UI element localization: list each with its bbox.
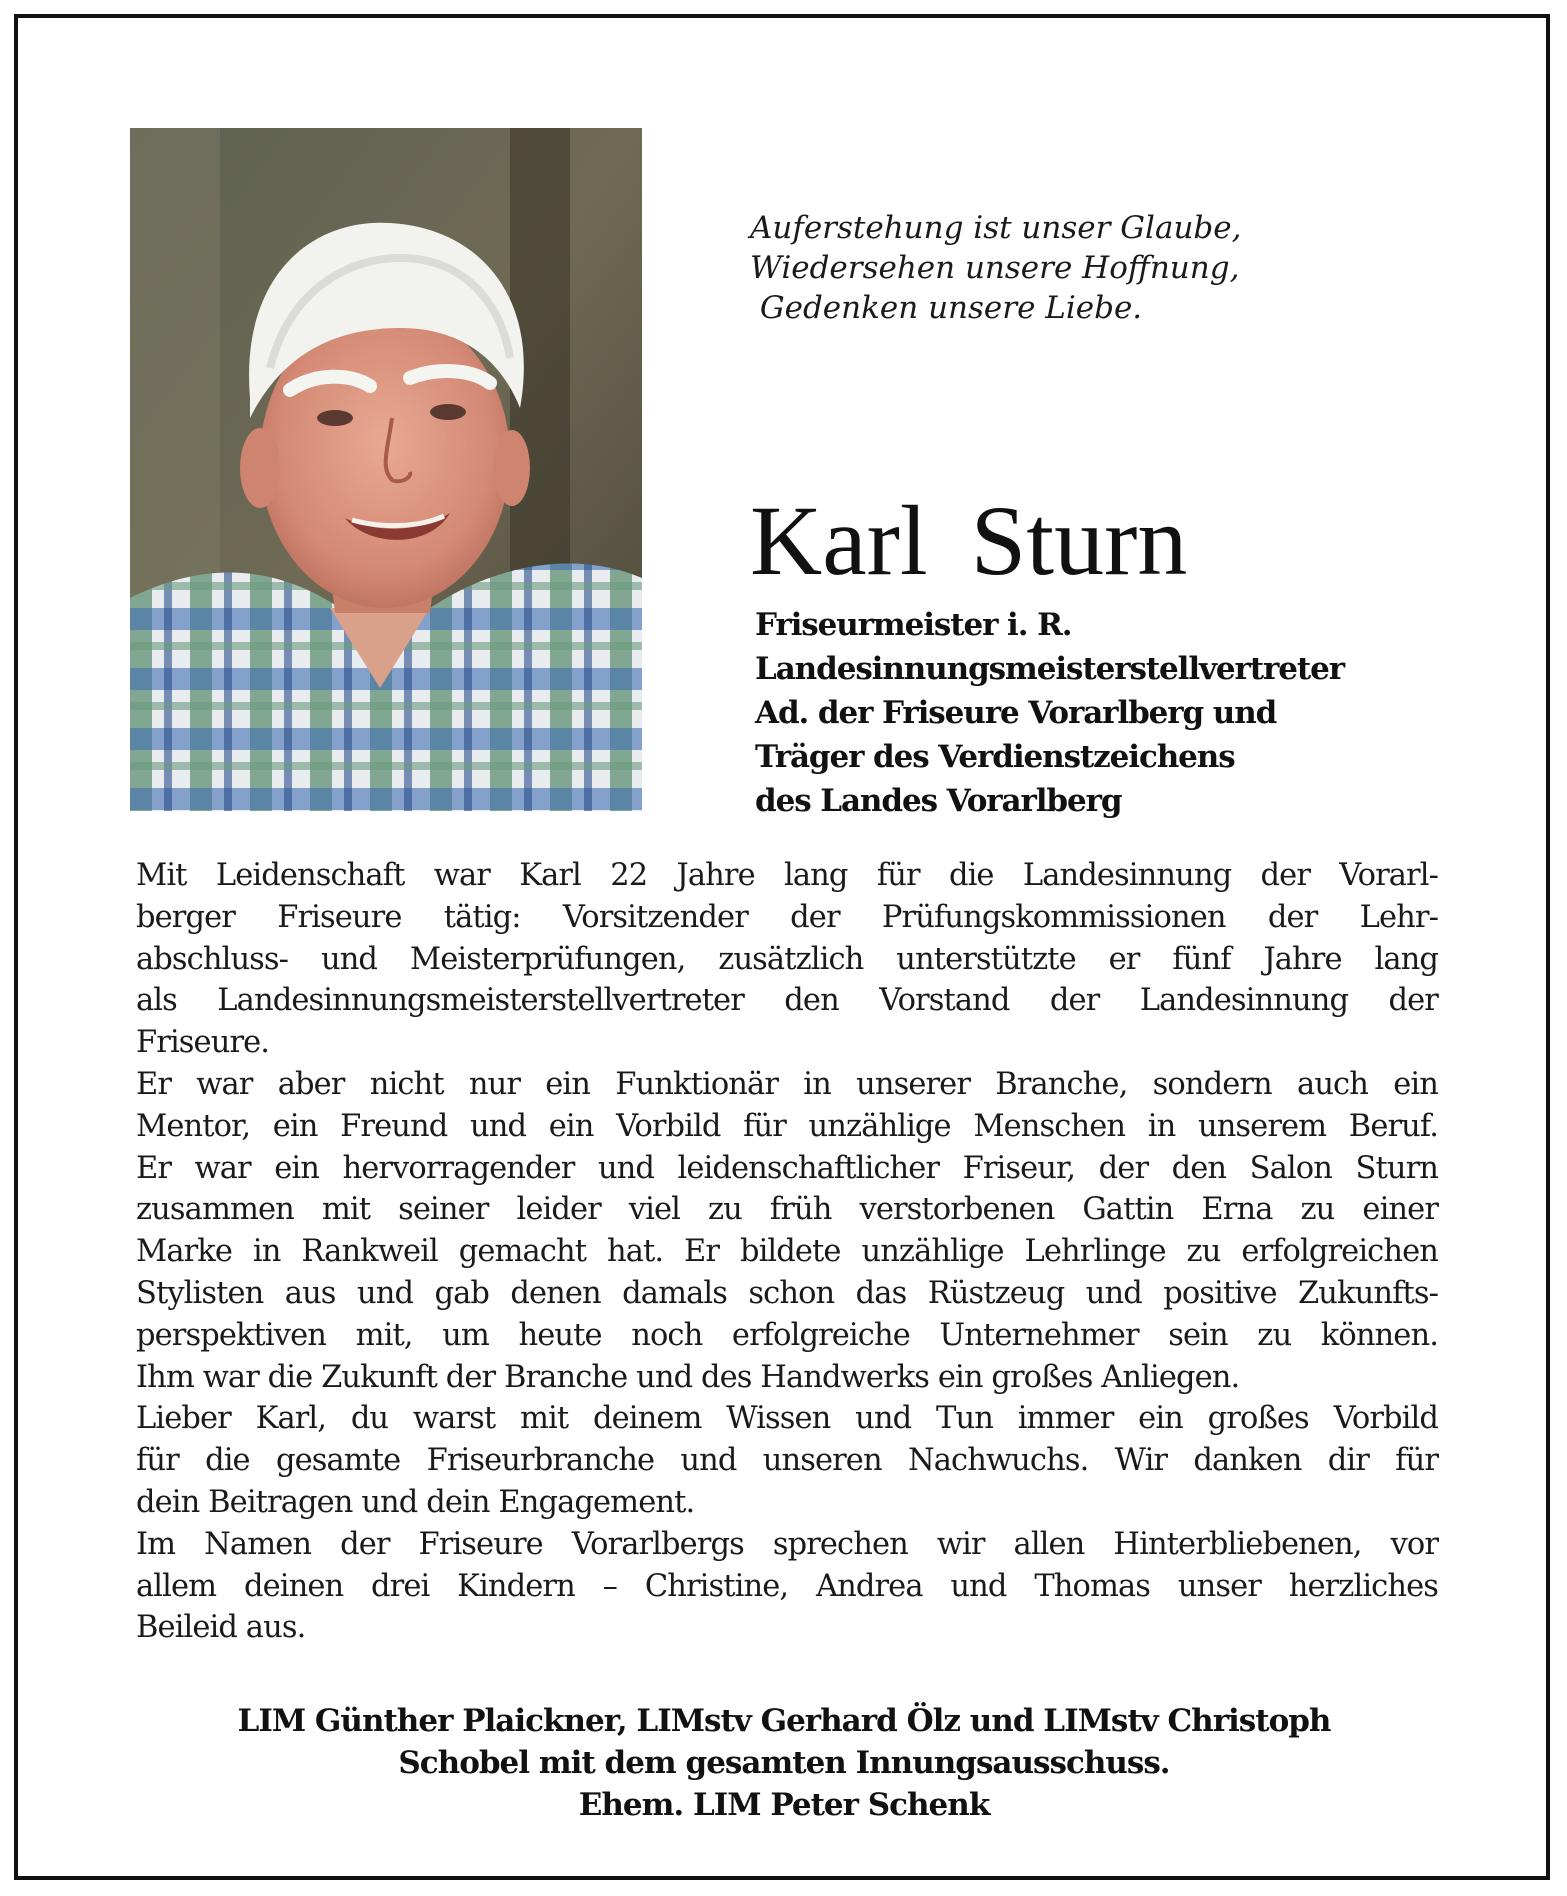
body-line: Beileid aus. (136, 1610, 306, 1646)
body-line: dein Beitragen und dein Engagement. (136, 1484, 695, 1520)
deceased-name: Karl Sturn (750, 485, 1188, 596)
body-line: allem deinen drei Kindern – Christine, Andrea und Thomas unser herzliches (136, 1568, 1438, 1604)
body-line: Mit Leidenschaft war Karl 22 Jahre lang für die Landesinnung der Vorarl- (136, 858, 1438, 893)
title-line: Träger des Verdienstzeichens (755, 739, 1235, 775)
body-line: Mentor, ein Freund und ein Vorbild für unzählige Menschen in unserem Beruf. (136, 1108, 1438, 1144)
title-line: Landesinnungsmeisterstellvertreter (755, 651, 1344, 687)
signature-line: LIM Günther Plaickner, LIMstv Gerhard Ölz und LIMstv Christoph (237, 1703, 1331, 1739)
quote-line: Wiedersehen unsere Hoffnung, (750, 250, 1240, 286)
signature-line: Schobel mit dem gesamten Innungsausschuss. (398, 1745, 1170, 1781)
title-line: Ad. der Friseure Vorarlberg und (755, 695, 1277, 731)
deceased-titles (755, 603, 1344, 823)
signature-line: Ehem. LIM Peter Schenk (578, 1787, 990, 1823)
body-line: Friseure. (136, 1025, 270, 1061)
body-line: Ihm war die Zukunft der Branche und des Handwerks ein großes Anliegen. (136, 1359, 1240, 1395)
signature-block (120, 1700, 1448, 1826)
title-line: Friseurmeister i. R. (755, 607, 1072, 643)
portrait-photo (130, 128, 642, 811)
body-line: Im Namen der Friseure Vorarlbergs sprechen wir allen Hinterbliebenen, vor (136, 1526, 1438, 1562)
body-line: Lieber Karl, du warst mit deinem Wissen und Tun immer ein großes Vorbild (136, 1401, 1438, 1437)
body-line: für die gesamte Friseurbranche und unseren Nachwuchs. Wir danken dir für (136, 1443, 1438, 1479)
quote-line: Auferstehung ist unser Glaube, (750, 210, 1242, 246)
body-line: berger Friseure tätig: Vorsitzender der Prüfungskommissionen der Lehr- (136, 899, 1438, 935)
body-line: zusammen mit seiner leider viel zu früh verstorbenen Gattin Erna zu einer (136, 1192, 1438, 1228)
body-line: Marke in Rankweil gemacht hat. Er bildete unzählige Lehrlinge zu erfolgreichen (136, 1234, 1438, 1270)
body-line: abschluss- und Meisterprüfungen, zusätzlich unterstützte er fünf Jahre lang (136, 941, 1438, 977)
quote-line: Gedenken unsere Liebe. (750, 290, 1143, 326)
body-line: Er war ein hervorragender und leidenschaftlicher Friseur, der den Salon Sturn (136, 1150, 1438, 1186)
body-line: perspektiven mit, um heute noch erfolgreiche Unternehmer sein zu können. (136, 1317, 1438, 1353)
obituary-body (136, 855, 1438, 1649)
body-line: Er war aber nicht nur ein Funktionär in unserer Branche, sondern auch ein (136, 1066, 1438, 1102)
title-line: des Landes Vorarlberg (755, 783, 1122, 819)
memorial-quote (750, 208, 1241, 328)
body-line: als Landesinnungsmeisterstellvertreter den Vorstand der Landesinnung der (136, 983, 1438, 1019)
body-line: Stylisten aus und gab denen damals schon das Rüstzeug und positive Zukunfts- (136, 1275, 1438, 1311)
